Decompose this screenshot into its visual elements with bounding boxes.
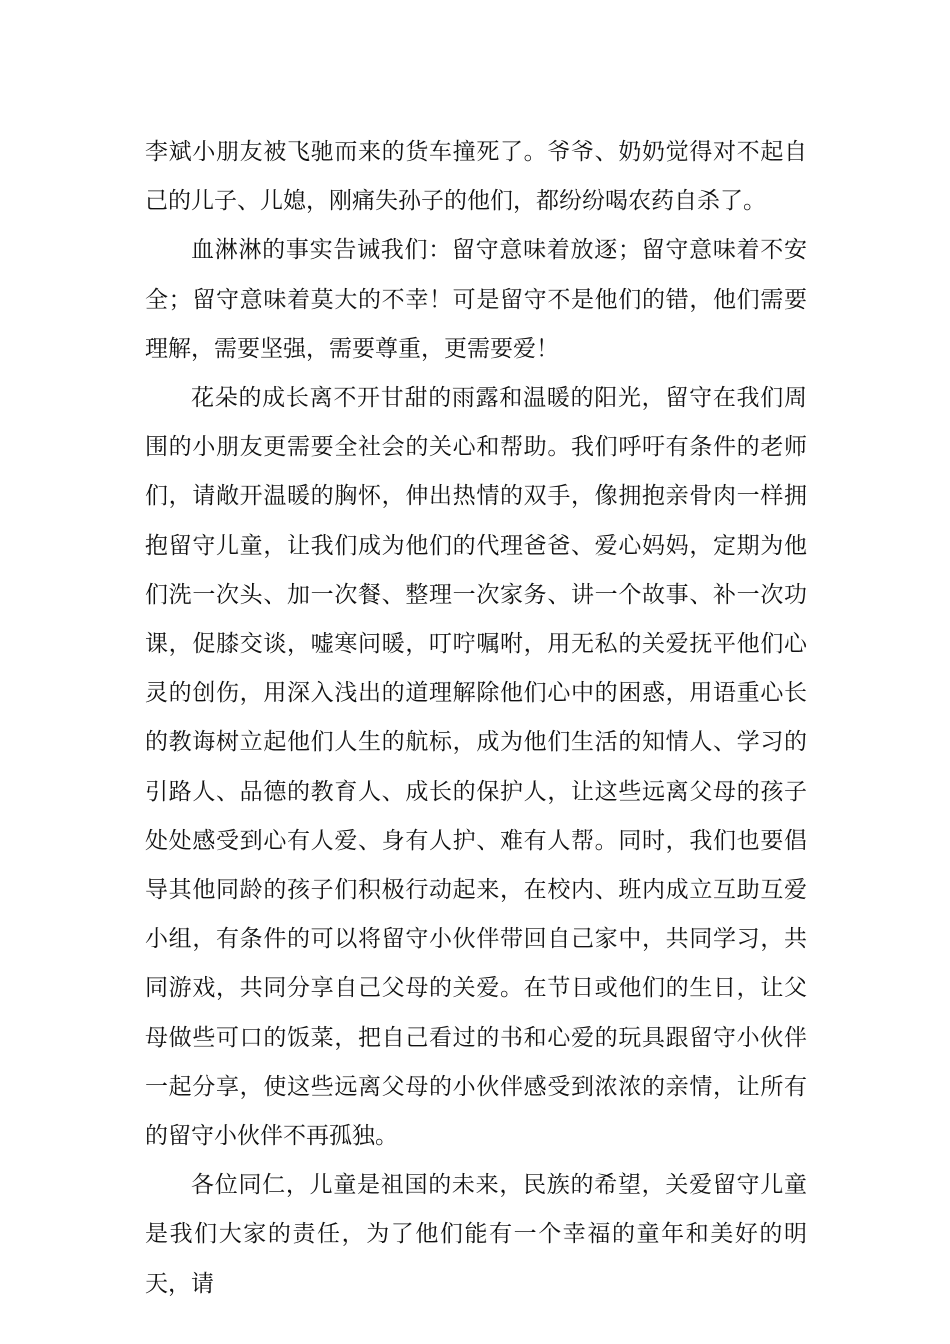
paragraph-continuation: 李斌小朋友被飞驰而来的货车撞死了。爷爷、奶奶觉得对不起自己的儿子、儿媳，刚痛失孙子的他们，都纷纷喝农药自杀了。 <box>145 139 807 215</box>
paragraph: 血淋淋的事实告诫我们：留守意味着放逐；留守意味着不安全；留守意味着莫大的不幸！可是留守不是他们的错，他们需要理解，需要坚强，需要尊重，更需要爱！ <box>145 237 807 362</box>
paragraph: 各位同仁，儿童是祖国的未来，民族的希望，关爱留守儿童是我们大家的责任，为了他们能有一个幸福的童年和美好的明天，请 <box>145 1172 807 1297</box>
document-body <box>145 128 807 1309</box>
paragraph: 花朵的成长离不开甘甜的雨露和温暖的阳光，留守在我们周围的小朋友更需要全社会的关心和帮助。我们呼吁有条件的老师们，请敞开温暖的胸怀，伸出热情的双手，像拥抱亲骨肉一样拥抱留守儿童，让我们成为他们的代理爸爸、爱心妈妈，定期为他们洗一次头、加一次餐、整理一次家务、讲一个故事、补一次功课，促膝交谈，嘘寒问暖，叮咛嘱咐，用无私的关爱抚平他们心灵的创伤，用深入浅出的道理解除他们心中的困惑，用语重心长的教诲树立起他们人生的航标，成为他们生活的知情人、学习的引路人、品德的教育人、成长的保护人，让这些远离父母的孩子处处感受到心有人爱、身有人护、难有人帮。同时，我们也要倡导其他同龄的孩子们积极行动起来，在校内、班内成立互助互爱小组，有条件的可以将留守小伙伴带回自己家中，共同学习，共同游戏，共同分享自己父母的关爱。在节日或他们的生日，让父母做些可口的饭菜，把自己看过的书和心爱的玩具跟留守小伙伴一起分享，使这些远离父母的小伙伴感受到浓浓的亲情，让所有的留守小伙伴不再孤独。 <box>145 385 807 1150</box>
